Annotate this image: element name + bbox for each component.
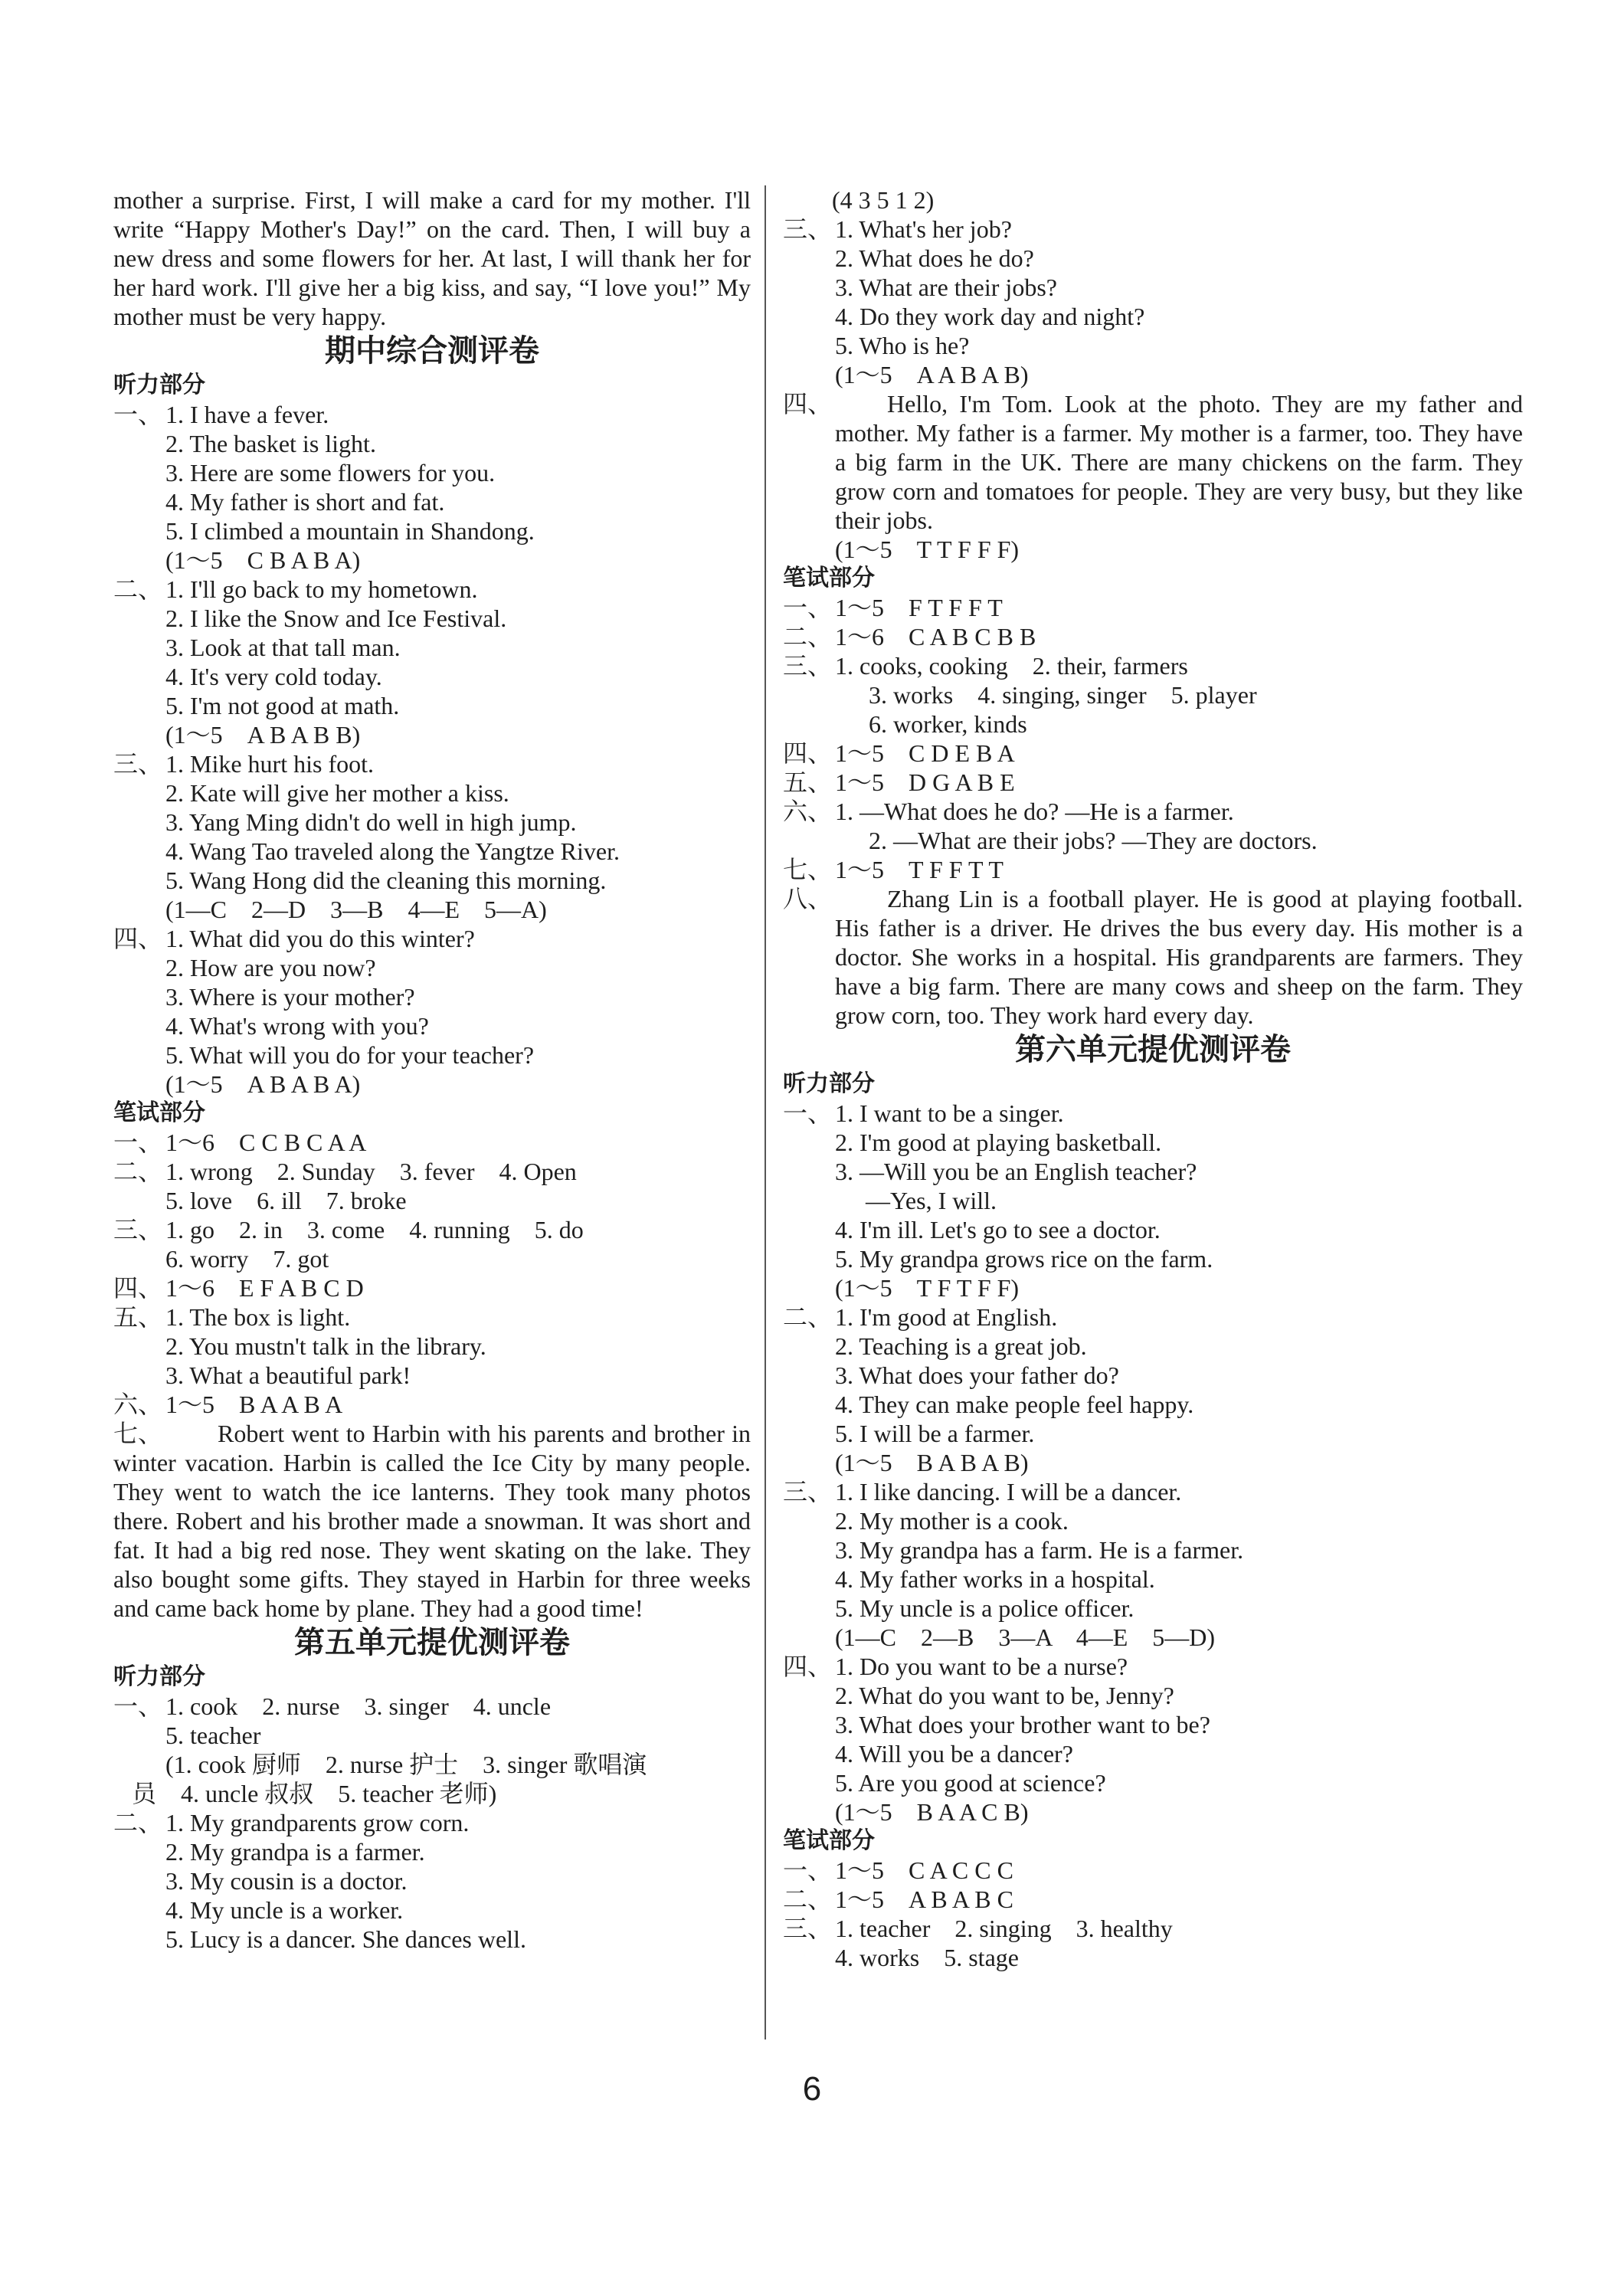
answer-line: 1. Mike hurt his foot.: [165, 750, 374, 778]
section-marker: 二、: [783, 1885, 833, 1913]
section-content: [165, 400, 535, 575]
section-content: [165, 1157, 577, 1215]
answer-line: 2. I'm good at playing basketball.: [835, 1129, 1162, 1156]
section-marker: 八、: [783, 885, 833, 912]
unit6-three: [783, 1477, 1523, 1652]
section-marker: 四、: [783, 739, 833, 767]
section-content: [165, 1302, 486, 1390]
section-marker: 六、: [113, 1391, 163, 1418]
answer-line: 4. Wang Tao traveled along the Yangtze River.: [165, 837, 620, 865]
written-heading: 笔试部分: [783, 1827, 875, 1854]
section-one: [113, 400, 751, 575]
answer-line: 5. I climbed a mountain in Shandong.: [165, 517, 535, 545]
section-four: [113, 924, 751, 1099]
answer-line: 6. worry 7. got: [165, 1245, 329, 1273]
answer-line: 3. What does your brother want to be?: [835, 1711, 1210, 1738]
answer-line: 4. I'm ill. Let's go to see a doctor.: [835, 1216, 1161, 1243]
section-marker: 三、: [113, 1216, 163, 1243]
answer-line: 2. How are you now?: [165, 954, 376, 981]
answer-line: 5. Are you good at science?: [835, 1769, 1106, 1797]
answer-line: 3. Yang Ming didn't do well in high jump.: [165, 808, 577, 836]
answer-line: 5. I'm not good at math.: [165, 692, 400, 719]
section-content: [835, 1914, 1173, 1972]
answer-line: 1. What's her job?: [835, 215, 1012, 243]
answer-line: 1. go 2. in 3. come 4. running 5. do: [165, 1216, 584, 1243]
answer-line: 2. I like the Snow and Ice Festival.: [165, 604, 507, 632]
section-marker: 五、: [113, 1303, 163, 1331]
answer-key: (1～5 A B A B B): [165, 721, 361, 749]
section-marker: 一、: [783, 1856, 833, 1884]
section-marker: 二、: [113, 1809, 163, 1836]
answer-line: 2. —What are their jobs? —They are doctors.: [869, 827, 1318, 854]
section-marker: 二、: [113, 575, 163, 603]
answer-line: 3. works 4. singing, singer 5. player: [869, 681, 1257, 709]
answer-line: 5. love 6. ill 7. broke: [165, 1187, 407, 1214]
answer-key: (1—C 2—D 3—B 4—E 5—A): [165, 896, 547, 923]
passage: Robert went to Harbin with his parents and brother in winter vacation. Harbin is called the Ice City by many people. They went to watch the ice lanterns. They took many photos there. Robert and his brother made a snowman. It was short and fat. It had a big red nose. They went skating on the lake. They also bought some gifts. They stayed in Harbin for three weeks and came back home by plane. They had a good time!: [113, 1420, 751, 1622]
answer-line: 1. My grandparents grow corn.: [165, 1809, 470, 1836]
answer-key: (1～5 T T F F F): [835, 536, 1020, 563]
section-content: [835, 797, 1318, 855]
answer-line: 1. I want to be a singer.: [835, 1099, 1064, 1127]
written-one: [783, 593, 1523, 622]
section-marker: 三、: [113, 750, 163, 778]
answer-line: 员 4. uncle 叔叔 5. teacher 老师): [132, 1780, 497, 1807]
answer-key: 1～5 B A A B A: [165, 1391, 343, 1418]
section-content: [113, 1419, 751, 1623]
written-five: [783, 768, 1523, 797]
answer-line: 2. The basket is light.: [165, 430, 376, 457]
section-content: [835, 884, 1523, 1030]
answer-line: 1. I have a fever.: [165, 401, 329, 428]
section-marker: 二、: [783, 1303, 833, 1331]
answer-line: 2. My mother is a cook.: [835, 1507, 1069, 1535]
section-content: [835, 215, 1144, 389]
answer-line: 4. My father works in a hospital.: [835, 1565, 1155, 1593]
answer-key: (1～5 B A A C B): [835, 1798, 1029, 1826]
answer-line: 5. Who is he?: [835, 332, 970, 359]
unit5-title: 第五单元提优测评卷: [294, 1625, 570, 1660]
answer-line: 5. teacher: [165, 1722, 261, 1749]
section-marker: 一、: [113, 401, 163, 428]
answer-key: 1～5 C D E B A: [835, 739, 1015, 767]
section-marker: 一、: [113, 1692, 163, 1720]
answer-line: 5. My uncle is a police officer.: [835, 1594, 1135, 1622]
answer-line: 1. wrong 2. Sunday 3. fever 4. Open: [165, 1158, 577, 1185]
answer-key: 1～5 T F F T T: [835, 856, 1004, 883]
section-marker: 三、: [783, 1478, 833, 1505]
answer-line: 3. Here are some flowers for you.: [165, 459, 496, 487]
section-marker: 四、: [113, 925, 163, 952]
answer-line: 4. My father is short and fat.: [165, 488, 445, 516]
answer-key: 1～5 D G A B E: [835, 768, 1015, 796]
section-marker: 四、: [783, 1653, 833, 1680]
answer-line: 1. What did you do this winter?: [165, 925, 475, 952]
answer-key: (1～5 T F T F F): [835, 1274, 1020, 1302]
section-content: [165, 749, 620, 924]
written-seven: [783, 855, 1523, 884]
answer-line: 2. What does he do?: [835, 244, 1034, 272]
written-one: [113, 1128, 751, 1157]
written-six: [113, 1390, 751, 1419]
answer-line: 4. My uncle is a worker.: [165, 1896, 404, 1924]
written-three: [113, 1215, 751, 1273]
section-marker: 七、: [113, 1420, 163, 1447]
answer-line: 1. cooks, cooking 2. their, farmers: [835, 652, 1188, 680]
answer-line: 2. You mustn't talk in the library.: [165, 1332, 486, 1360]
answer-line: 6. worker, kinds: [869, 710, 1027, 738]
section-marker: 六、: [783, 798, 833, 825]
written-three: [783, 651, 1523, 739]
written-four: [113, 1273, 751, 1302]
listening-heading: 听力部分: [783, 1070, 875, 1097]
answer-line: 3. Look at that tall man.: [165, 634, 401, 661]
section-marker: 一、: [783, 1099, 833, 1127]
answer-line: 1. Do you want to be a nurse?: [835, 1653, 1128, 1680]
section-marker: 二、: [113, 1158, 163, 1185]
section-content: [165, 1215, 584, 1273]
answer-line: 1. cook 2. nurse 3. singer 4. uncle: [165, 1692, 552, 1720]
section-content: [132, 1692, 647, 1808]
answer-key: (1—C 2—B 3—A 4—E 5—D): [835, 1623, 1216, 1651]
answer-line: 1. The box is light.: [165, 1303, 351, 1331]
written-seven: [113, 1419, 751, 1623]
answer-line: 4. It's very cold today.: [165, 663, 382, 690]
unit6-two: [783, 1302, 1523, 1477]
section-three: [113, 749, 751, 924]
answer-line: 5. My grandpa grows rice on the farm.: [835, 1245, 1213, 1273]
answer-line: —Yes, I will.: [866, 1187, 997, 1214]
answer-line: 1. I'm good at English.: [835, 1303, 1058, 1331]
passage: Hello, I'm Tom. Look at the photo. They are my father and mother. My father is a farmer. My mother is a farmer, too. They have a big farm in the UK. There are many chickens on the farm. They grow corn and tomatoes for people. They are very busy, but they like their jobs.: [835, 390, 1523, 534]
section-marker: 二、: [783, 623, 833, 650]
answer-key: (1～5 A B A B A): [165, 1070, 361, 1098]
right-column: [783, 185, 1523, 1972]
answer-key: 1～5 A B A B C: [835, 1885, 1013, 1913]
unit6-four: [783, 1652, 1523, 1827]
left-column: [113, 185, 751, 1954]
section-content: [835, 1477, 1243, 1652]
page-number: 6: [802, 2070, 822, 2108]
answer-key: (1～5 C B A B A): [165, 546, 361, 574]
answer-line: 5. Wang Hong did the cleaning this morning.: [165, 867, 607, 894]
unit5-two: [113, 1808, 751, 1954]
unit6-written-two: [783, 1885, 1523, 1914]
answer-line: 2. My grandpa is a farmer.: [165, 1838, 425, 1866]
answer-line: 4. Do they work day and night?: [835, 303, 1145, 330]
listening-heading: 听力部分: [113, 372, 205, 398]
answer-key: (4 3 5 1 2): [832, 186, 935, 214]
answer-line: 4. Will you be a dancer?: [835, 1740, 1073, 1768]
written-six: [783, 797, 1523, 855]
written-two: [783, 622, 1523, 651]
written-four: [783, 739, 1523, 768]
answer-key: 1～6 E F A B C D: [165, 1274, 364, 1302]
section-marker: 三、: [783, 215, 833, 243]
passage: Zhang Lin is a football player. He is good at playing football. His father is a driver. He drives the bus every day. His mother is a doctor. She works in a hospital. His grandparents are farmers. They have a big farm. There are many cows and sheep on the farm. They grow corn, too. They work hard every day.: [835, 885, 1523, 1029]
section-content: [835, 389, 1523, 564]
written-two: [113, 1157, 751, 1215]
section-two: [113, 575, 751, 749]
unit6-written-one: [783, 1856, 1523, 1885]
answer-line: 5. What will you do for your teacher?: [165, 1041, 535, 1069]
written-five: [113, 1302, 751, 1390]
section-marker: 三、: [783, 652, 833, 680]
answer-line: 2. Kate will give her mother a kiss.: [165, 779, 509, 807]
answer-line: (1. cook 厨师 2. nurse 护士 3. singer 歌唱演: [165, 1751, 647, 1778]
column-divider: [765, 185, 766, 2039]
answer-line: 2. What do you want to be, Jenny?: [835, 1682, 1174, 1709]
section-marker: 五、: [783, 768, 833, 796]
answer-key: (1～5 A A B A B): [835, 361, 1029, 388]
section-marker: 三、: [783, 1915, 833, 1942]
answer-key: 1～6 C A B C B B: [835, 623, 1036, 650]
intro-paragraph: mother a surprise. First, I will make a card for my mother. I'll write “Happy Mother's Day!” on the card. Then, I will buy a new dress and some flowers for her. At last, I will thank her for her hard work. I'll give her a big kiss, and say, “I love you!” My mother must be very happy.: [113, 186, 751, 330]
section-marker: 一、: [783, 594, 833, 621]
answer-line: 1. I'll go back to my hometown.: [165, 575, 478, 603]
answer-line: 4. works 5. stage: [835, 1944, 1019, 1971]
answer-line: 3. What a beautiful park!: [165, 1361, 411, 1389]
written-eight: [783, 884, 1523, 1030]
section-four: [783, 389, 1523, 564]
midterm-title: 期中综合测评卷: [325, 333, 539, 369]
written-heading: 笔试部分: [783, 565, 875, 591]
answer-key: 1～5 C A C C C: [835, 1856, 1013, 1884]
answer-line: 3. —Will you be an English teacher?: [835, 1158, 1197, 1185]
answer-line: 1. —What does he do? —He is a farmer.: [835, 798, 1234, 825]
section-marker: 四、: [113, 1274, 163, 1302]
answer-line: 1. I like dancing. I will be a dancer.: [835, 1478, 1182, 1505]
written-heading: 笔试部分: [113, 1099, 205, 1126]
answer-key: (1～5 B A B A B): [835, 1449, 1029, 1476]
listening-heading: 听力部分: [113, 1663, 205, 1690]
answer-line: 1. teacher 2. singing 3. healthy: [835, 1915, 1173, 1942]
section-marker: 一、: [113, 1129, 163, 1156]
answer-line: 4. What's wrong with you?: [165, 1012, 429, 1040]
unit6-written-three: [783, 1914, 1523, 1972]
section-content: [835, 1099, 1213, 1302]
answer-line: 2. Teaching is a great job.: [835, 1332, 1087, 1360]
unit5-one: [113, 1692, 751, 1808]
section-content: [165, 924, 534, 1099]
section-marker: 七、: [783, 856, 833, 883]
section-content: [165, 575, 506, 749]
answer-line: 3. My grandpa has a farm. He is a farmer.: [835, 1536, 1244, 1564]
answer-line: 5. I will be a farmer.: [835, 1420, 1035, 1447]
answer-line: 3. What are their jobs?: [835, 274, 1057, 301]
answer-line: 3. Where is your mother?: [165, 983, 415, 1011]
section-content: [835, 1652, 1210, 1827]
answer-line: 5. Lucy is a dancer. She dances well.: [165, 1925, 526, 1953]
section-marker: 四、: [783, 390, 833, 418]
section-content: [165, 1808, 526, 1954]
answer-key: 1～6 C C B C A A: [165, 1129, 367, 1156]
section-three: [783, 215, 1523, 389]
answer-key: 1～5 F T F F T: [835, 594, 1003, 621]
answer-line: 3. My cousin is a doctor.: [165, 1867, 408, 1895]
answer-line: 3. What does your father do?: [835, 1361, 1119, 1389]
unit6-title: 第六单元提优测评卷: [1015, 1032, 1291, 1067]
answer-line: 4. They can make people feel happy.: [835, 1391, 1194, 1418]
section-content: [835, 651, 1257, 739]
unit6-one: [783, 1099, 1523, 1302]
section-content: [835, 1302, 1193, 1477]
